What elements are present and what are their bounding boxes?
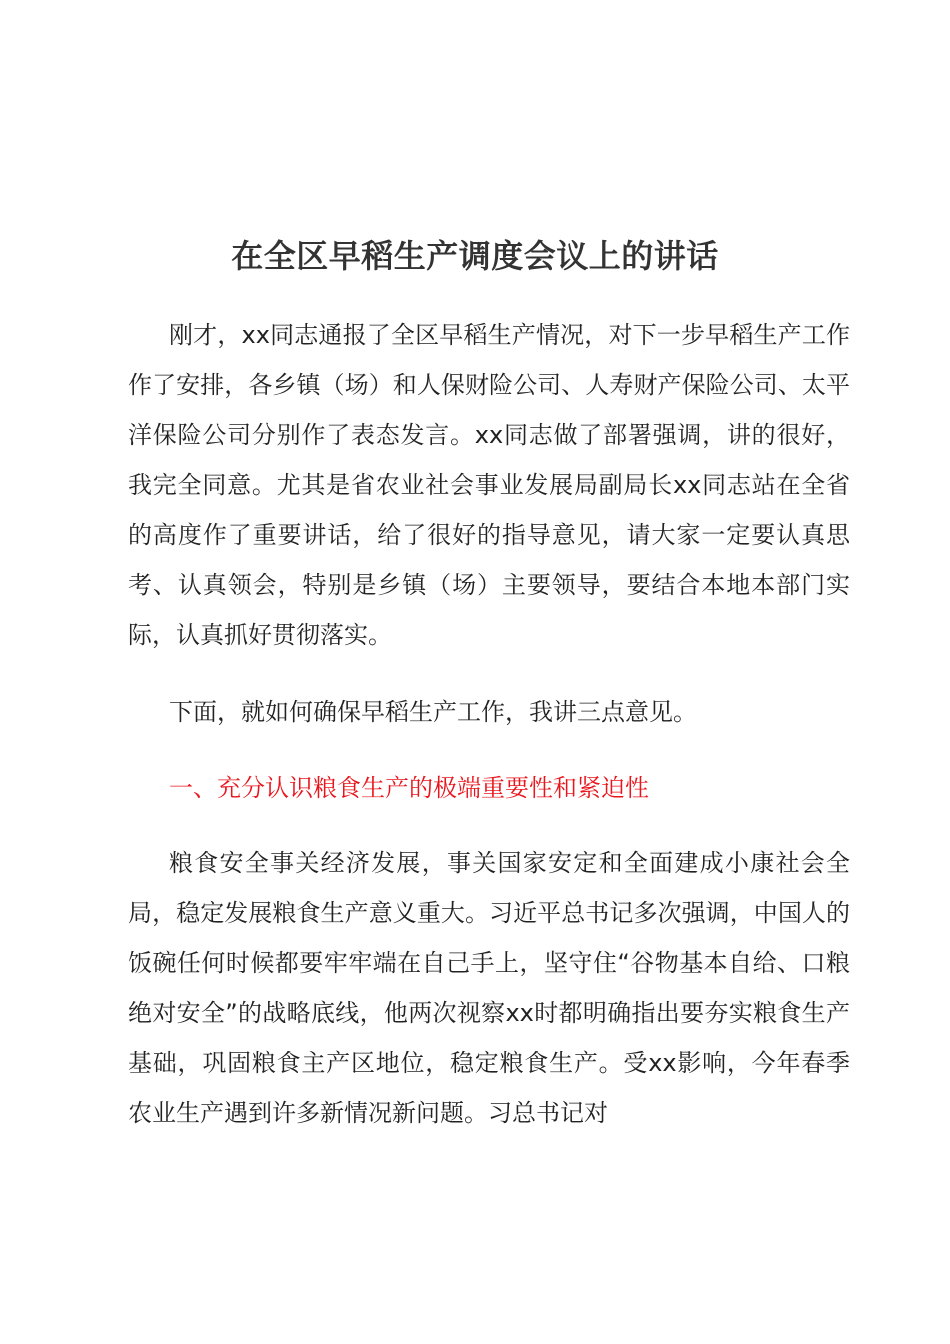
paragraph-section-1: 粮食安全事关经济发展，事关国家安定和全面建成小康社会全局，稳定发展粮食生产意义重大。习近平总书记多次强调，中国人的饭碗任何时候都要牢牢端在自己手上，坚守住“谷物基本自给、口粮绝对安全”的战略底线，他两次视察xx时都明确指出要夯实粮食生产基础，巩固粮食主产区地位，稳定粮食生产。受xx影响，今年春季农业生产遇到许多新情况新问题。习总书记对 [128,849,850,1127]
section-heading-1: 一、充分认识粮食生产的极端重要性和紧迫性 [169,774,649,802]
document-title: 在全区早稻生产调度会议上的讲话 [231,237,719,275]
paragraph-intro-points: 下面，就如何确保早稻生产工作，我讲三点意见。 [169,698,697,726]
paragraph-opening: 刚才，xx同志通报了全区早稻生产情况，对下一步早稻生产工作作了安排，各乡镇（场）和人保财险公司、人寿财产保险公司、太平洋保险公司分别作了表态发言。xx同志做了部署强调，讲的很好，我完全同意。尤其是省农业社会事业发展局副局长xx同志站在全省的高度作了重要讲话，给了很好的指导意见，请大家一定要认真思考、认真领会，特别是乡镇（场）主要领导，要结合本地本部门实际，认真抓好贯彻落实。 [128,321,850,649]
